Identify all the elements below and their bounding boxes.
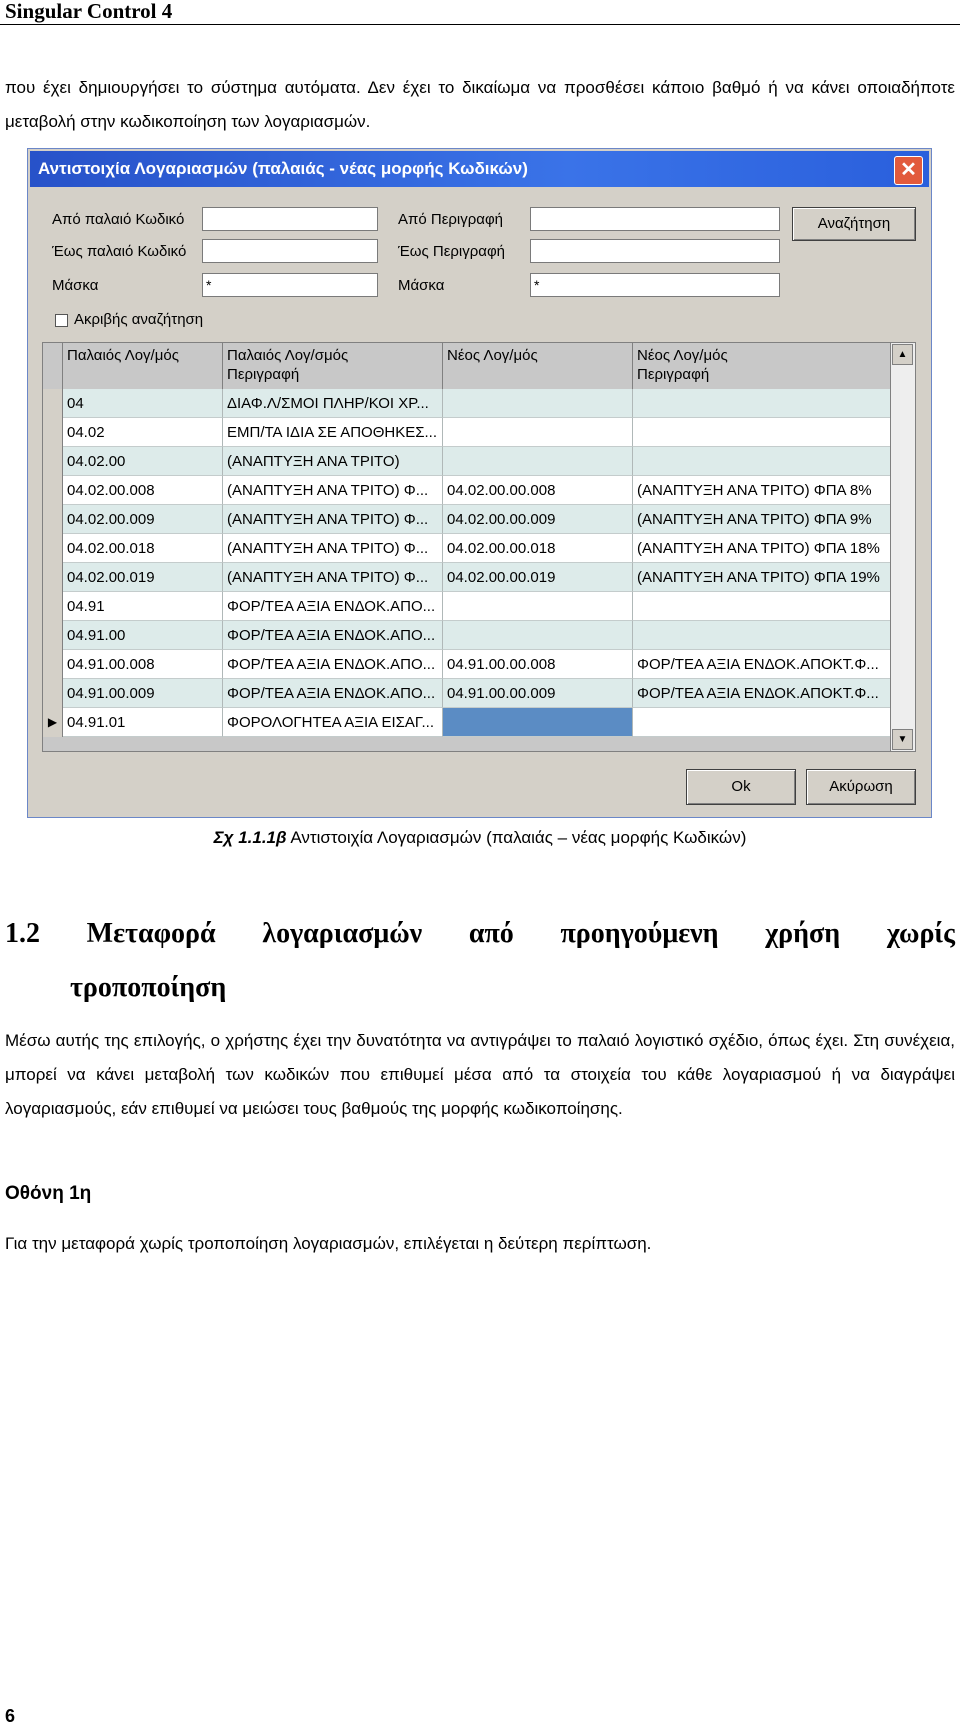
ok-button[interactable]: Ok [686, 769, 796, 805]
mask-right-input[interactable]: * [530, 273, 780, 297]
table-row[interactable] [43, 592, 891, 621]
from-old-code-input[interactable] [202, 207, 378, 231]
table-row[interactable] [43, 505, 891, 534]
cell-new-account[interactable]: 04.91.00.00.009 [443, 679, 633, 708]
row-indicator[interactable] [43, 650, 63, 679]
cell-old-description[interactable]: ΦΟΡ/ΤΕΑ ΑΞΙΑ ΕΝΔΟΚ.ΑΠΟ... [223, 592, 443, 621]
cell-old-description[interactable]: (ΑΝΑΠΤΥΞΗ ΑΝΑ ΤΡΙΤΟ) Φ... [223, 534, 443, 563]
dialog-title: Αντιστοιχία Λογαριασμών (παλαιάς - νέας μορφής Κωδικών) [38, 159, 528, 178]
search-button[interactable]: Αναζήτηση [792, 207, 916, 241]
row-indicator[interactable]: ▶ [43, 708, 63, 737]
cell-new-account[interactable] [443, 447, 633, 476]
intro-paragraph: που έχει δημιουργήσει το σύστημα αυτόματα. Δεν έχει το δικαίωμα να προσθέσει κάποιο βαθμό ή να κάνει οποιαδήποτε μεταβολή στην κωδικοποίηση των λογαριασμών. [5, 78, 955, 131]
cell-new-description[interactable] [633, 592, 891, 621]
cell-new-account[interactable] [443, 592, 633, 621]
to-old-code-label: Έως παλαιό Κωδικό [52, 243, 187, 260]
table-row[interactable] [43, 650, 891, 679]
header-old-account[interactable]: Παλαιός Λογ/μός [63, 343, 223, 389]
figure-caption [0, 828, 960, 848]
table-row[interactable] [43, 563, 891, 592]
cell-old-account[interactable]: 04.02.00 [63, 447, 223, 476]
cell-old-account[interactable]: 04.91.00.009 [63, 679, 223, 708]
grid-scrollbar[interactable] [890, 343, 915, 751]
table-row[interactable] [43, 534, 891, 563]
cell-new-description[interactable] [633, 389, 891, 418]
cell-new-description[interactable]: (ΑΝΑΠΤΥΞΗ ΑΝΑ ΤΡΙΤΟ) ΦΠΑ 8% [633, 476, 891, 505]
document-title: Singular Control 4 [5, 0, 173, 23]
close-button[interactable]: ✕ [894, 156, 923, 185]
cell-old-description[interactable]: ΦΟΡΟΛΟΓΗΤΕΑ ΑΞΙΑ ΕΙΣΑΓ... [223, 708, 443, 737]
section-title-word: χρήση [765, 918, 841, 949]
figure-number: Σχ 1.1.1β [213, 828, 287, 847]
cell-old-account[interactable]: 04.02.00.009 [63, 505, 223, 534]
table-row[interactable] [43, 621, 891, 650]
header-new-description[interactable]: Νέος Λογ/μός Περιγραφή [633, 343, 891, 389]
section-title-word: χωρίς [886, 918, 955, 949]
cell-new-account[interactable]: 04.91.00.00.008 [443, 650, 633, 679]
from-desc-label: Από Περιγραφή [398, 211, 504, 228]
cell-new-description[interactable] [633, 621, 891, 650]
cell-new-description[interactable]: ΦΟΡ/ΤΕΑ ΑΞΙΑ ΕΝΔΟΚ.ΑΠΟΚΤ.Φ... [633, 679, 891, 708]
table-row[interactable] [43, 476, 891, 505]
cell-old-description[interactable]: (ΑΝΑΠΤΥΞΗ ΑΝΑ ΤΡΙΤΟ) [223, 447, 443, 476]
exact-search-checkbox[interactable] [55, 314, 68, 327]
page-header [0, 0, 960, 25]
section-title-word: λογαριασμών [262, 918, 423, 949]
mask-left-label: Μάσκα [52, 277, 99, 294]
cell-new-account[interactable] [443, 708, 633, 737]
cell-new-description[interactable]: (ΑΝΑΠΤΥΞΗ ΑΝΑ ΤΡΙΤΟ) ΦΠΑ 19% [633, 563, 891, 592]
grid-header [43, 343, 891, 390]
cell-new-account[interactable]: 04.02.00.00.019 [443, 563, 633, 592]
cell-old-description[interactable]: ΕΜΠ/ΤΑ ΙΔΙΑ ΣΕ ΑΠΟΘΗΚΕΣ... [223, 418, 443, 447]
scroll-up-button[interactable]: ▲ [892, 344, 913, 365]
section-number: 1.2 [5, 918, 40, 949]
row-indicator[interactable] [43, 447, 63, 476]
cell-old-account[interactable]: 04.02.00.018 [63, 534, 223, 563]
table-row[interactable] [43, 418, 891, 447]
subsection-heading: Οθόνη 1η [5, 1183, 92, 1204]
table-row[interactable] [43, 389, 891, 418]
row-indicator[interactable] [43, 534, 63, 563]
cell-old-account[interactable]: 04.91 [63, 592, 223, 621]
section-body-paragraph: Μέσω αυτής της επιλογής, ο χρήστης έχει την δυνατότητα να αντιγράψει το παλαιό λογιστικό σχέδιο, όπως έχει. Στη συνέχεια, μπορεί να κάνει μεταβολή των κωδικών που επιθυμεί μέσα από τα στοιχεία του κάθε λογαριασμού ή να διαγράψει λογαριασμούς, εάν επιθυμεί να μειώσει τους βαθμούς της μορφής κωδικοποίησης. [5, 1031, 955, 1118]
from-desc-input[interactable] [530, 207, 780, 231]
section-heading-continued: τροποποίηση [70, 972, 227, 1003]
row-indicator[interactable] [43, 389, 63, 418]
dialog-titlebar [30, 151, 929, 187]
row-indicator[interactable] [43, 592, 63, 621]
row-indicator[interactable] [43, 563, 63, 592]
cell-old-description[interactable]: ΔΙΑΦ.Λ/ΣΜΟΙ ΠΛΗΡ/ΚΟΙ ΧΡ... [223, 389, 443, 418]
row-indicator[interactable] [43, 621, 63, 650]
cell-old-account[interactable]: 04.02.00.008 [63, 476, 223, 505]
to-desc-label: Έως Περιγραφή [398, 243, 506, 260]
cell-old-account[interactable]: 04.02 [63, 418, 223, 447]
cell-new-description[interactable]: (ΑΝΑΠΤΥΞΗ ΑΝΑ ΤΡΙΤΟ) ΦΠΑ 9% [633, 505, 891, 534]
mask-right-label: Μάσκα [398, 277, 445, 294]
cell-old-description[interactable]: (ΑΝΑΠΤΥΞΗ ΑΝΑ ΤΡΙΤΟ) Φ... [223, 476, 443, 505]
cell-new-account[interactable]: 04.02.00.00.018 [443, 534, 633, 563]
cell-new-account[interactable] [443, 621, 633, 650]
cell-new-description[interactable] [633, 447, 891, 476]
page-number: 6 [5, 1706, 16, 1726]
section-title-word: από [468, 918, 514, 949]
to-desc-input[interactable] [530, 239, 780, 263]
cell-old-account[interactable]: 04.91.00.008 [63, 650, 223, 679]
cell-new-description[interactable]: ΦΟΡ/ΤΕΑ ΑΞΙΑ ΕΝΔΟΚ.ΑΠΟΚΤ.Φ... [633, 650, 891, 679]
to-old-code-input[interactable] [202, 239, 378, 263]
cell-old-description[interactable]: (ΑΝΑΠΤΥΞΗ ΑΝΑ ΤΡΙΤΟ) Φ... [223, 563, 443, 592]
section-title-word: Μεταφορά [86, 918, 216, 949]
subsection-paragraph: Για την μεταφορά χωρίς τροποποίηση λογαριασμών, επιλέγεται η δεύτερη περίπτωση. [5, 1234, 652, 1253]
cancel-button[interactable]: Ακύρωση [806, 769, 916, 805]
row-indicator[interactable] [43, 505, 63, 534]
cell-old-description[interactable]: ΦΟΡ/ΤΕΑ ΑΞΙΑ ΕΝΔΟΚ.ΑΠΟ... [223, 650, 443, 679]
row-indicator[interactable] [43, 679, 63, 708]
cell-new-description[interactable]: (ΑΝΑΠΤΥΞΗ ΑΝΑ ΤΡΙΤΟ) ΦΠΑ 18% [633, 534, 891, 563]
section-heading [5, 918, 955, 950]
row-indicator[interactable] [43, 476, 63, 505]
cell-new-account[interactable] [443, 389, 633, 418]
cell-new-account[interactable]: 04.02.00.00.008 [443, 476, 633, 505]
header-indicator-cell [43, 343, 63, 389]
scroll-down-button[interactable]: ▼ [892, 729, 913, 750]
mask-left-input[interactable]: * [202, 273, 378, 297]
cell-old-description[interactable]: (ΑΝΑΠΤΥΞΗ ΑΝΑ ΤΡΙΤΟ) Φ... [223, 505, 443, 534]
cell-old-description[interactable]: ΦΟΡ/ΤΕΑ ΑΞΙΑ ΕΝΔΟΚ.ΑΠΟ... [223, 679, 443, 708]
account-mapping-dialog [27, 148, 932, 818]
from-old-code-label: Από παλαιό Κωδικό [52, 211, 185, 228]
cell-old-account[interactable]: 04.02.00.019 [63, 563, 223, 592]
exact-search-label: Ακριβής αναζήτηση [74, 311, 204, 328]
cell-old-description[interactable]: ΦΟΡ/ΤΕΑ ΑΞΙΑ ΕΝΔΟΚ.ΑΠΟ... [223, 621, 443, 650]
header-new-account[interactable]: Νέος Λογ/μός [443, 343, 633, 389]
cell-old-account[interactable]: 04 [63, 389, 223, 418]
cell-new-account[interactable]: 04.02.00.00.009 [443, 505, 633, 534]
cell-old-account[interactable]: 04.91.00 [63, 621, 223, 650]
cell-new-description[interactable] [633, 418, 891, 447]
accounts-grid [42, 342, 916, 752]
cell-new-account[interactable] [443, 418, 633, 447]
table-row[interactable] [43, 708, 891, 737]
cell-old-account[interactable]: 04.91.01 [63, 708, 223, 737]
header-old-description[interactable]: Παλαιός Λογ/σμός Περιγραφή [223, 343, 443, 389]
table-row[interactable] [43, 679, 891, 708]
cell-new-description[interactable] [633, 708, 891, 737]
row-indicator[interactable] [43, 418, 63, 447]
section-title-word: προηγούμενη [560, 918, 719, 949]
figure-caption-text: Αντιστοιχία Λογαριασμών (παλαιάς – νέας μορφής Κωδικών) [290, 828, 747, 847]
table-row[interactable] [43, 447, 891, 476]
